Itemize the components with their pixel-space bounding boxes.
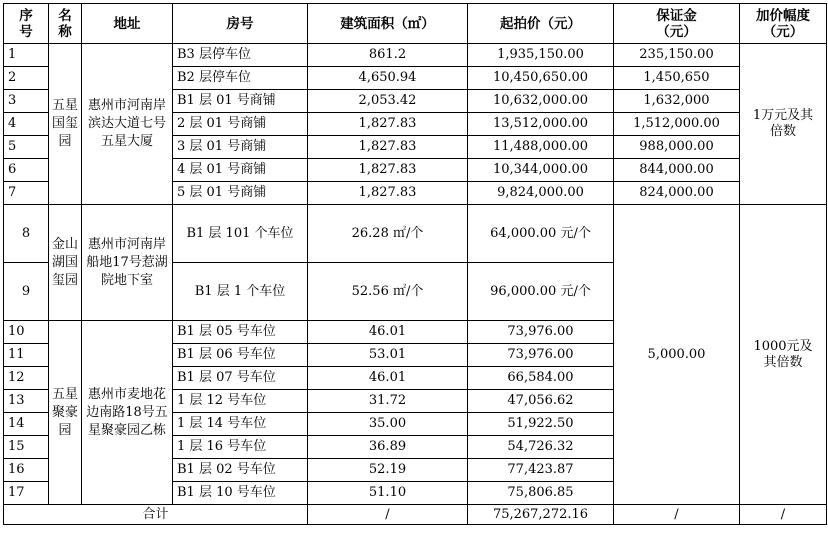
room-cell: B1 层 02 号车位	[173, 459, 308, 482]
price-cell: 10,344,000.00	[468, 159, 614, 182]
room-cell: B1 层 05 号车位	[173, 321, 308, 344]
seq-cell: 6	[4, 159, 49, 182]
seq-cell: 2	[4, 67, 49, 90]
price-cell: 9,824,000.00	[468, 182, 614, 205]
total-area: /	[308, 505, 468, 525]
increment-cell: 1000元及其倍数	[740, 205, 827, 505]
table-row	[4, 205, 827, 263]
deposit-cell: 988,000.00	[614, 136, 740, 159]
area-cell: 861.2	[308, 44, 468, 67]
group-address-cell: 惠州市河南岸滨达大道七号五星大厦	[82, 44, 173, 205]
header-start-price: 起拍价（元）	[468, 4, 614, 44]
room-cell: B2 层停车位	[173, 67, 308, 90]
price-cell: 54,726.32	[468, 436, 614, 459]
area-cell: 35.00	[308, 413, 468, 436]
room-cell: B1 层 06 号车位	[173, 344, 308, 367]
increment-cell: 1万元及其倍数	[740, 44, 827, 205]
price-cell: 73,976.00	[468, 321, 614, 344]
price-cell: 73,976.00	[468, 344, 614, 367]
seq-cell: 17	[4, 482, 49, 505]
group-name-cell: 五星聚豪园	[49, 321, 82, 505]
price-cell: 96,000.00 元/个	[468, 263, 614, 321]
price-cell: 75,806.85	[468, 482, 614, 505]
price-cell: 13,512,000.00	[468, 113, 614, 136]
room-cell: B1 层 101 个车位	[173, 205, 308, 263]
room-cell: B1 层 01 号商铺	[173, 90, 308, 113]
header-deposit: 保证金（元）	[614, 4, 740, 44]
price-cell: 51,922.50	[468, 413, 614, 436]
group-name-cell: 金山湖国玺园	[49, 205, 82, 321]
group-address-cell: 惠州市麦地花边南路18号五星聚豪园乙栋	[82, 321, 173, 505]
header-increment: 加价幅度（元）	[740, 4, 827, 44]
area-cell: 1,827.83	[308, 113, 468, 136]
room-cell: 1 层 16 号车位	[173, 436, 308, 459]
price-cell: 10,450,650.00	[468, 67, 614, 90]
area-cell: 53.01	[308, 344, 468, 367]
area-cell: 2,053.42	[308, 90, 468, 113]
area-cell: 52.56 ㎡/个	[308, 263, 468, 321]
total-deposit: /	[614, 505, 740, 525]
header-row	[4, 4, 827, 44]
deposit-cell: 1,632,000	[614, 90, 740, 113]
room-cell: B1 层 1 个车位	[173, 263, 308, 321]
price-cell: 10,632,000.00	[468, 90, 614, 113]
area-cell: 1,827.83	[308, 136, 468, 159]
seq-cell: 14	[4, 413, 49, 436]
seq-cell: 4	[4, 113, 49, 136]
seq-cell: 16	[4, 459, 49, 482]
seq-cell: 12	[4, 367, 49, 390]
group-address-cell: 惠州市河南岸船地17号惹湖院地下室	[82, 205, 173, 321]
deposit-cell: 824,000.00	[614, 182, 740, 205]
header-address: 地址	[82, 4, 173, 44]
group-name-cell: 五星国玺园	[49, 44, 82, 205]
deposit-merged-cell: 5,000.00	[614, 205, 740, 505]
total-increment: /	[740, 505, 827, 525]
area-cell: 51.10	[308, 482, 468, 505]
room-cell: 1 层 14 号车位	[173, 413, 308, 436]
area-cell: 1,827.83	[308, 182, 468, 205]
area-cell: 26.28 ㎡/个	[308, 205, 468, 263]
price-cell: 47,056.62	[468, 390, 614, 413]
seq-cell: 7	[4, 182, 49, 205]
seq-cell: 9	[4, 263, 49, 321]
room-cell: B3 层停车位	[173, 44, 308, 67]
deposit-cell: 1,512,000.00	[614, 113, 740, 136]
total-label: 合计	[4, 505, 308, 525]
room-cell: 5 层 01 号商铺	[173, 182, 308, 205]
area-cell: 36.89	[308, 436, 468, 459]
deposit-cell: 1,450,650	[614, 67, 740, 90]
seq-cell: 15	[4, 436, 49, 459]
seq-cell: 10	[4, 321, 49, 344]
seq-cell: 8	[4, 205, 49, 263]
price-cell: 64,000.00 元/个	[468, 205, 614, 263]
area-cell: 31.72	[308, 390, 468, 413]
area-cell: 4,650.94	[308, 67, 468, 90]
area-cell: 46.01	[308, 367, 468, 390]
area-cell: 1,827.83	[308, 159, 468, 182]
room-cell: 3 层 01 号商铺	[173, 136, 308, 159]
total-price: 75,267,272.16	[468, 505, 614, 525]
seq-cell: 1	[4, 44, 49, 67]
seq-cell: 3	[4, 90, 49, 113]
price-cell: 1,935,150.00	[468, 44, 614, 67]
seq-cell: 11	[4, 344, 49, 367]
total-row	[4, 505, 827, 525]
deposit-cell: 235,150.00	[614, 44, 740, 67]
deposit-cell: 844,000.00	[614, 159, 740, 182]
room-cell: B1 层 10 号车位	[173, 482, 308, 505]
room-cell: 1 层 12 号车位	[173, 390, 308, 413]
price-cell: 77,423.87	[468, 459, 614, 482]
room-cell: 4 层 01 号商铺	[173, 159, 308, 182]
price-cell: 66,584.00	[468, 367, 614, 390]
room-cell: B1 层 07 号车位	[173, 367, 308, 390]
seq-cell: 13	[4, 390, 49, 413]
area-cell: 52.19	[308, 459, 468, 482]
area-cell: 46.01	[308, 321, 468, 344]
header-seq: 序号	[4, 4, 49, 44]
header-name: 名称	[49, 4, 82, 44]
auction-table	[3, 3, 827, 525]
room-cell: 2 层 01 号商铺	[173, 113, 308, 136]
header-room: 房号	[173, 4, 308, 44]
header-area: 建筑面积（㎡）	[308, 4, 468, 44]
seq-cell: 5	[4, 136, 49, 159]
table-row	[4, 44, 827, 67]
price-cell: 11,488,000.00	[468, 136, 614, 159]
